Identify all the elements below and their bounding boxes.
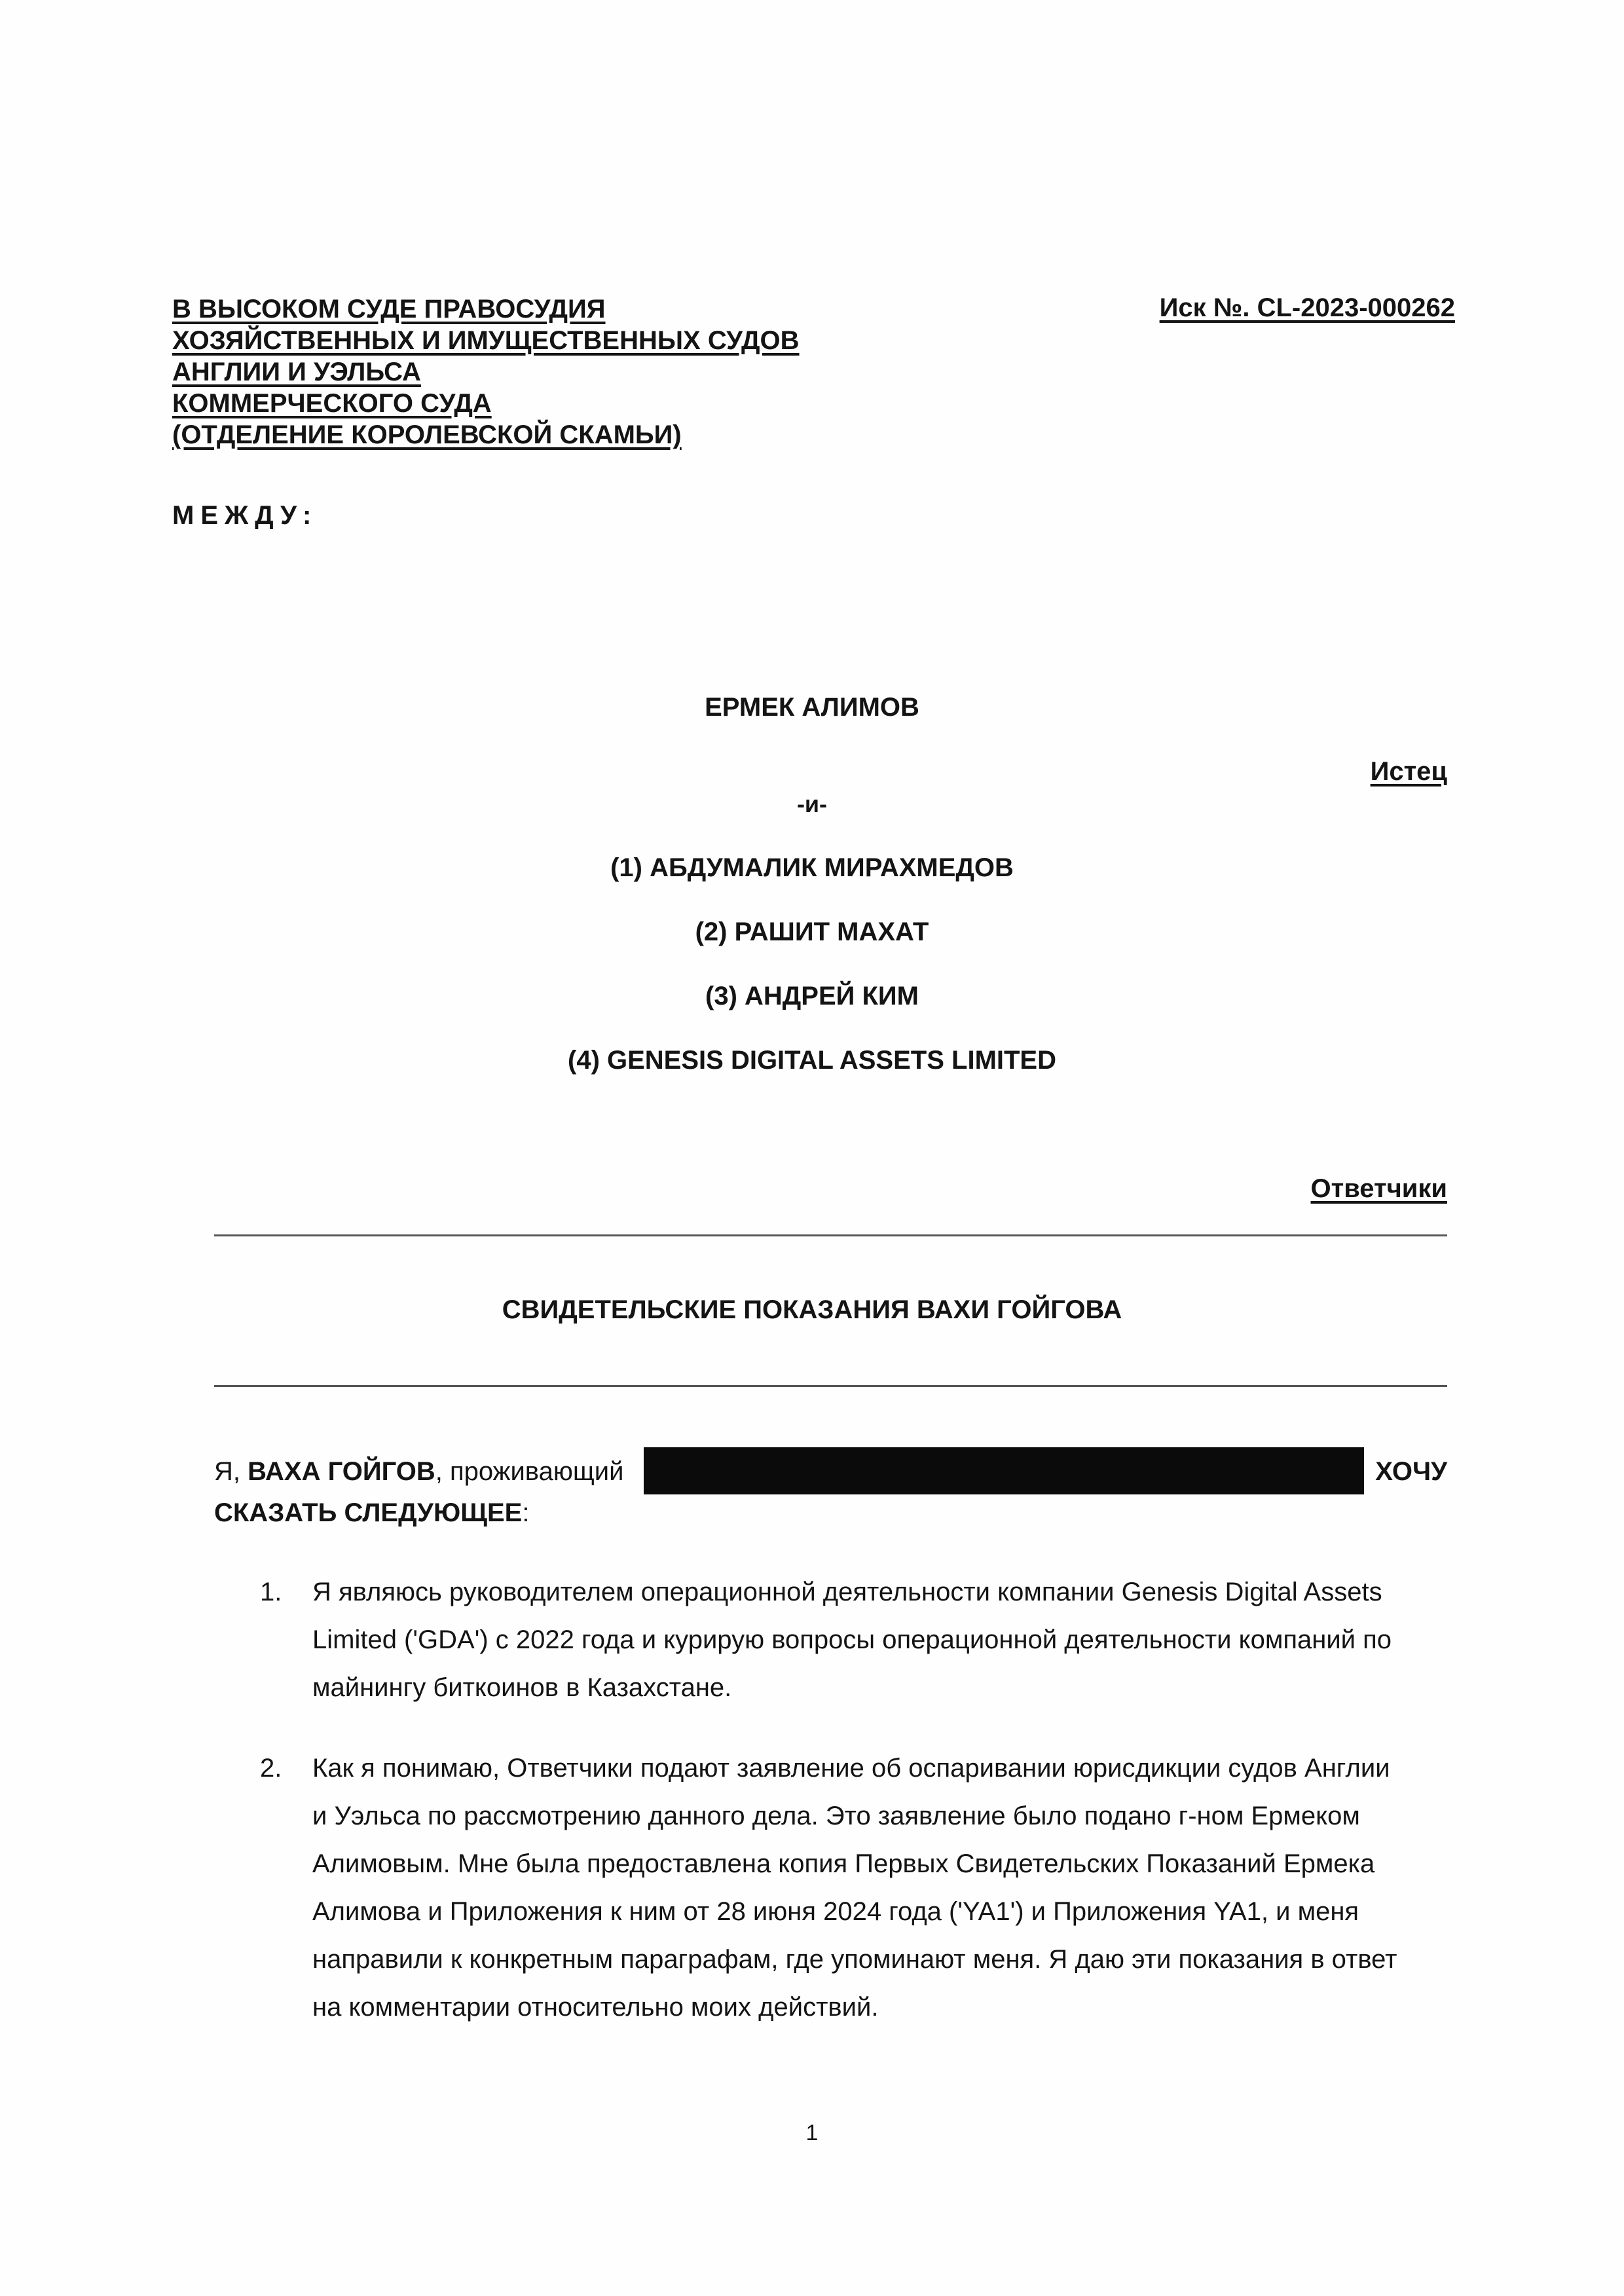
versus-label: -и-: [796, 790, 828, 817]
intro-middle: , проживающий: [435, 1457, 624, 1486]
court-line: АНГЛИИ И УЭЛЬСА: [172, 358, 421, 386]
redaction-block: [644, 1447, 1364, 1494]
claim-number: Иск №. CL-2023-000262: [1159, 293, 1455, 322]
paragraph-line: Limited ('GDA') с 2022 года и курирую вопросы операционной деятельности компаний по: [312, 1625, 1392, 1654]
paragraph-line: Я являюсь руководителем операционной деятельности компании Genesis Digital Assets: [312, 1578, 1382, 1606]
defendant-2: (2) РАШИТ МАХАТ: [695, 917, 929, 946]
paragraph-line: на комментарии относительно моих действий.: [312, 1993, 879, 2022]
court-line: КОММЕРЧЕСКОГО СУДА: [172, 389, 492, 418]
divider-top: [214, 1234, 1447, 1236]
paragraph-line: Алимовым. Мне была предоставлена копия Первых Свидетельских Показаний Ермека: [312, 1849, 1375, 1878]
page-number: 1: [805, 2120, 819, 2145]
intro-line-2: [214, 1498, 1447, 1528]
defendant-1: (1) АБДУМАЛИК МИРАХМЕДОВ: [610, 853, 1014, 882]
claimant-name: ЕРМЕК АЛИМОВ: [705, 693, 919, 722]
paragraph-line: направили к конкретным параграфам, где упоминают меня. Я даю эти показания в ответ: [312, 1945, 1397, 1974]
divider-bottom: [214, 1385, 1447, 1387]
document-title: СВИДЕТЕЛЬСКИЕ ПОКАЗАНИЯ ВАХИ ГОЙГОВА: [502, 1295, 1122, 1324]
court-line: (ОТДЕЛЕНИЕ КОРОЛЕВСКОЙ СКАМЬИ): [172, 420, 682, 449]
defendant-4: (4) GENESIS DIGITAL ASSETS LIMITED: [568, 1046, 1056, 1075]
between-label: МЕЖДУ:: [172, 501, 318, 530]
paragraph-line: и Уэльса по рассмотрению данного дела. Это заявление было подано г-ном Ермеком: [312, 1802, 1360, 1830]
intro-colon: :: [522, 1498, 530, 1527]
court-line: ХОЗЯЙСТВЕННЫХ И ИМУЩЕСТВЕННЫХ СУДОВ: [172, 326, 800, 355]
defendants-role: Ответчики: [1310, 1174, 1447, 1203]
court-heading: [172, 293, 800, 451]
defendant-3: (3) АНДРЕЙ КИМ: [705, 982, 919, 1010]
court-line: В ВЫСОКОМ СУДЕ ПРАВОСУДИЯ: [172, 295, 606, 324]
claimant-role: Истец: [1370, 757, 1447, 786]
paragraph-line: Алимова и Приложения к ним от 28 июня 2024 года ('YA1') и Приложения YA1, и меня: [312, 1897, 1359, 1926]
paragraph-number: 1.: [260, 1578, 282, 1606]
paragraph-line: Как я понимаю, Ответчики подают заявление об оспаривании юрисдикции судов Англии: [312, 1754, 1390, 1783]
intro-statement: СКАЗАТЬ СЛЕДУЮЩЕЕ: [214, 1498, 523, 1527]
witness-name: ВАХА ГОЙГОВ: [248, 1457, 435, 1486]
paragraph-line: майнингу биткоинов в Казахстане.: [312, 1673, 732, 1702]
paragraph-number: 2.: [260, 1754, 282, 1783]
intro-prefix: Я,: [214, 1457, 248, 1486]
intro-after-redaction: ХОЧУ: [1375, 1457, 1447, 1486]
